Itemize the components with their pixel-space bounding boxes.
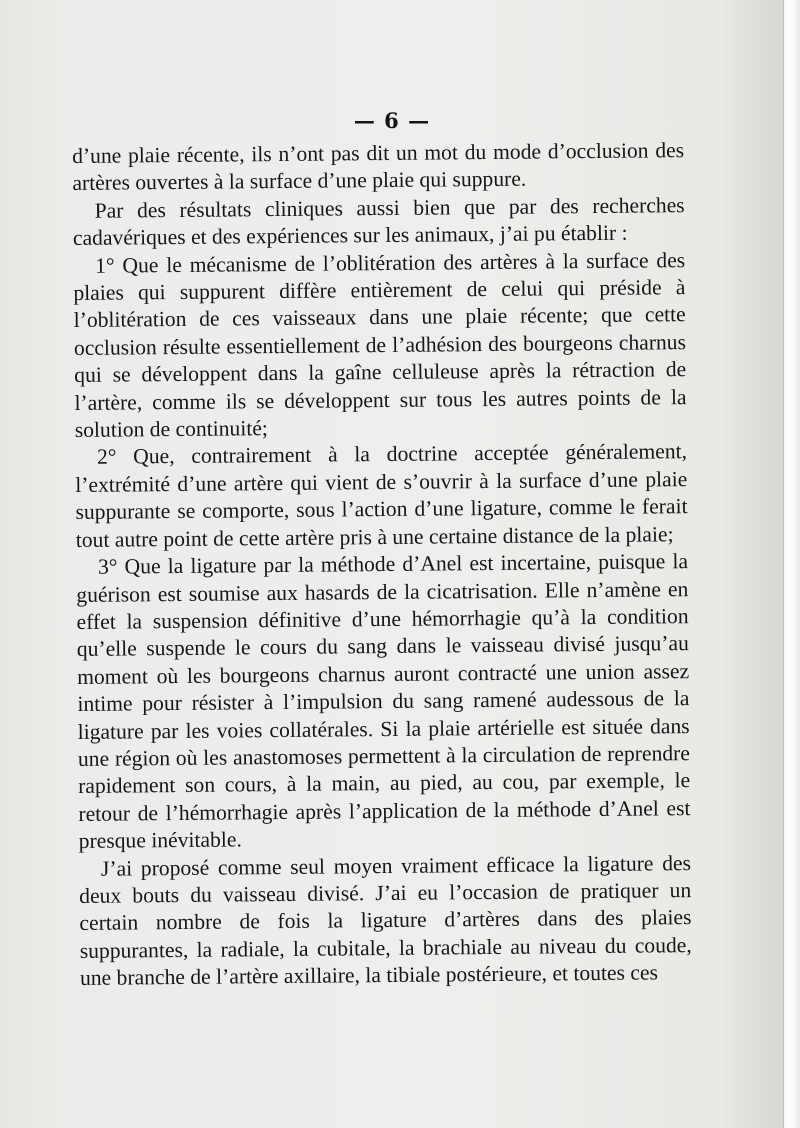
- paragraph-point-1: 1° Que le mécanisme de l’oblitération des artères à la surface des plaies qui suppurent diffère entièrement de celui qui préside à l’oblitération de ces vaisseaux dans une plaie récente; que cette occlusion résulte essentiellement de l’adhésion des bourgeons charnus qui se développent dans la gaîne celluleuse après la rétraction de l’artère, comme ils se développent sur tous les autres points de la solution de continuité;: [73, 247, 687, 443]
- paragraph-point-2: 2° Que, contrairement à la doctrine acceptée généralement, l’extrémité d’une artère qui vient de s’ouvrir à la surface d’une plaie suppurante se comporte, sous l’action d’une ligature, comme le ferait tout autre point de cette artère pris à une certaine distance de la plaie;: [75, 439, 688, 552]
- paragraph-intro: Par des résultats cliniques aussi bien que par des recherches cadavériques et des expériences sur les animaux, j’ai pu établir :: [72, 192, 685, 251]
- paragraph-proposal: J’ai proposé comme seul moyen vraiment efficace la ligature des deux bouts du vaisseau divisé. J’ai eu l’occasion de pratiquer un certain nombre de fois la ligature d’artères dans des plaies suppurantes, la radiale, la cubitale, la brachiale au niveau du coude, une branche de l’artère axillaire, la tibiale postérieure, et toutes ces: [79, 850, 692, 991]
- paragraph-continuation: d’une plaie récente, ils n’ont pas dit un mot du mode d’occlusion des artères ouvertes à la surface d’une plaie qui suppure.: [72, 138, 685, 196]
- body-text: [72, 137, 692, 992]
- page-number: — 6 —: [353, 108, 431, 133]
- paragraph-point-3: 3° Que la ligature par la méthode d’Anel est incertaine, puisque la guérison est soumise aux hasards de la cicatrisation. Elle n’amène en effet la suspension définitive d’une hémorrhagie qu’à la condition qu’elle suspende le cours du sang dans le vaisseau divisé jusqu’au moment où les bourgeons charnus auront contracté une union assez intime pour résister à l’impulsion du sang ramené audessous de la ligature par les voies collatérales. Si la plaie artérielle est située dans une région où les anastomoses permettent à la circulation de reprendre rapidement son cours, à la main, au pied, au cou, par exemple, le retour de l’hémorrhagie après l’application de la méthode d’Anel est presque inévitable.: [76, 549, 691, 854]
- page-edge: [783, 0, 800, 1128]
